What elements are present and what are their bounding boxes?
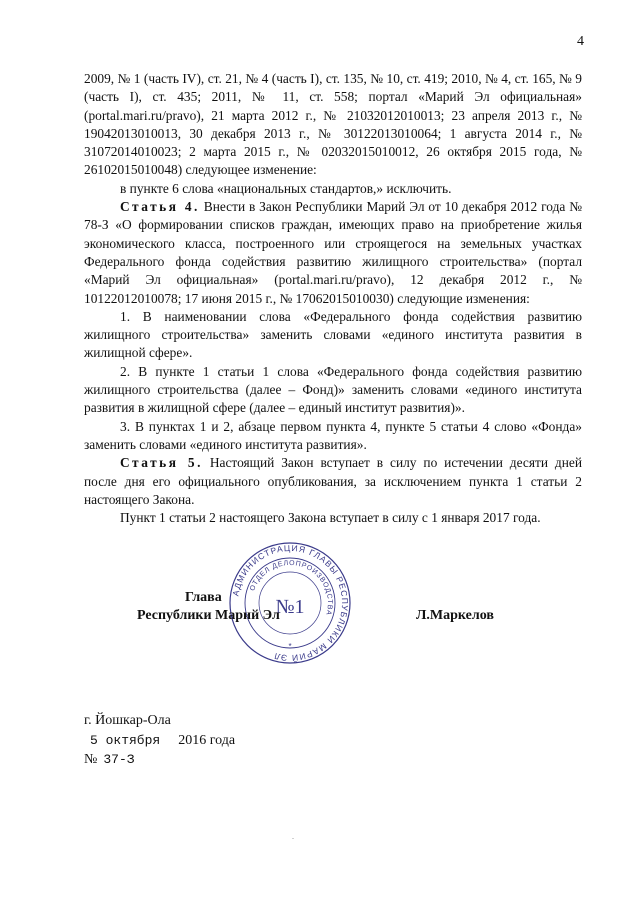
issue-date-day-month: 5 октября	[90, 733, 161, 748]
article-5-text: Настоящий Закон вступает в силу по истечении десяти дней после дня его официального опубликования, за исключением пункта 1 статьи 2 настоящего Закона.	[84, 455, 582, 507]
signer-title-line2: Республики Марий Эл	[137, 608, 280, 623]
document-body	[84, 70, 582, 527]
item-1: 1. В наименовании слова «Федерального фонда содействия развитию жилищного строительства» заменить словами «единого института развития в жилищной сфере».	[84, 308, 582, 361]
seal-star-icon: *	[288, 642, 292, 651]
item-3: 3. В пунктах 1 и 2, абзаце первом пункта 4, пункте 5 статьи 4 слово «Фонда» заменить словами «единого института развития».	[84, 418, 582, 452]
law-number-label: №	[84, 752, 98, 767]
seal-inner-text: ОТДЕЛ ДЕЛОПРОИЗВОДСТВА	[249, 559, 334, 617]
page-number: 4	[577, 34, 584, 49]
item-2: 2. В пункте 1 статьи 1 слова «Федерального фонда содействия развитию жилищного строительства (далее – Фонд)» заменить словами «единого института развития в жилищной сфере (далее – единый институт развития)».	[84, 363, 582, 416]
article-4-heading: Статья 4.	[120, 199, 200, 215]
article-4	[84, 198, 582, 308]
article-4-text: Внести в Закон Республики Марий Эл от 10 декабря 2012 года № 78-З «О формировании списков граждан, имеющих право на приобретение жилья экономического класса, построенного или строящегося на земельных участках Федерального фонда содействия развитию жилищного строительства» (портал «Марий Эл официальная» (portal.mari.ru/pravo), 12 декабря 2012 г., № 10122012010078; 17 июня 2015 г., № 17062015010030) следующие изменения:	[84, 199, 582, 306]
issue-place: г. Йошкар-Ола	[84, 713, 171, 728]
issue-date-year: 2016 года	[178, 733, 236, 748]
effective-date-paragraph: Пункт 1 статьи 2 настоящего Закона вступает в силу с 1 января 2017 года.	[120, 510, 541, 526]
seal-outer-text: АДМИНИСТРАЦИЯ ГЛАВЫ РЕСПУБЛИКИ МАРИЙ ЭЛ	[230, 542, 351, 664]
law-number	[84, 752, 135, 768]
paragraph-sources: 2009, № 1 (часть IV), ст. 21, № 4 (часть I), ст. 135, № 10, ст. 419; 2010, № 4, ст. 165, № 9 (часть I), ст. 435; 2011, № 11, ст. 558; портал «Марий Эл официальная» (portal.mari.ru/pravo), 21 марта 2012 г., № 21032012010013; 23 апреля 2013 г., № 19042013010013, 30 декабря 2013 г., № 30122013010064; 1 августа 2014 г., № 31072014010023; 2 марта 2015 г., № 02032015010012, 26 октября 2015 года, № 26102015010048) следующее изменение:	[84, 71, 582, 178]
scan-mark: .	[292, 832, 294, 841]
paragraph-amendment: в пункте 6 слова «национальных стандартов,» исключить.	[120, 180, 452, 196]
signer-title-line1: Глава	[185, 590, 222, 605]
issue-date	[84, 733, 235, 749]
law-number-value: 37-З	[103, 752, 135, 767]
article-5-heading: Статья 5.	[120, 455, 203, 471]
signer-name: Л.Маркелов	[416, 608, 494, 623]
seal-number: №1	[275, 596, 305, 618]
signature-block	[0, 590, 640, 690]
article-5	[84, 454, 582, 509]
